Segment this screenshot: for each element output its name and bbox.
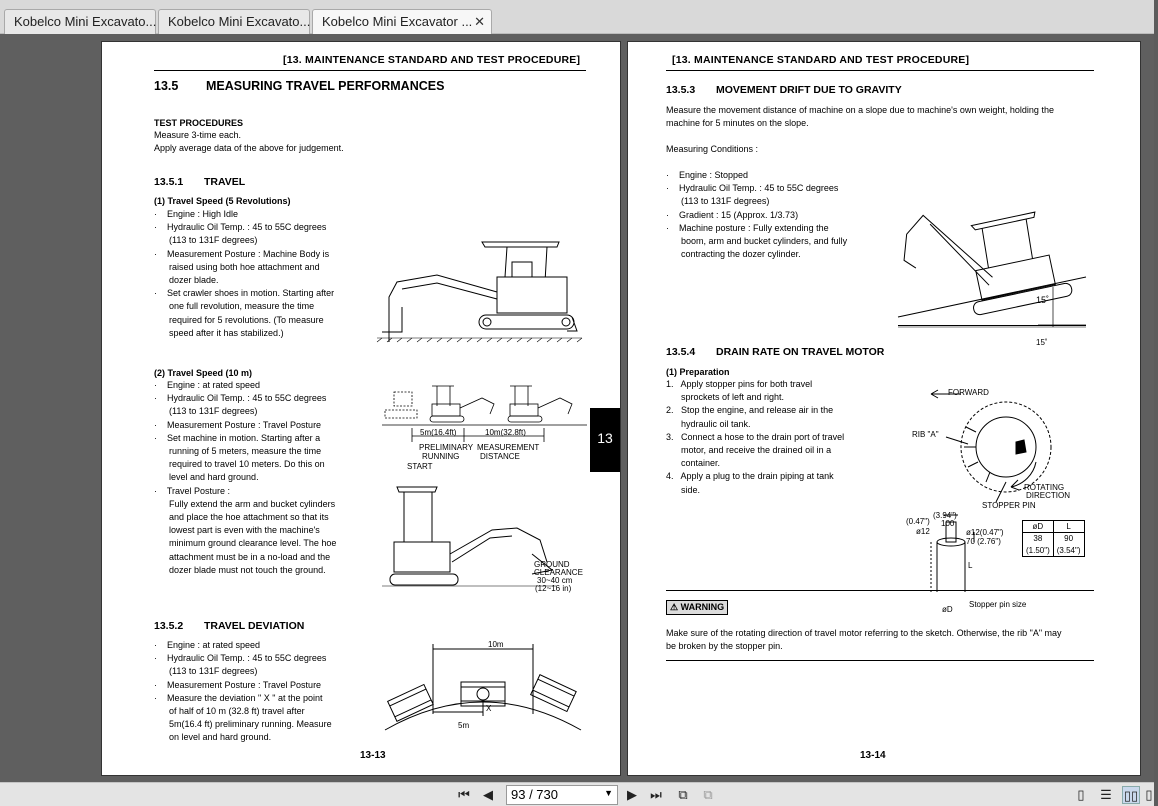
continuous-view-icon[interactable]: ☰ xyxy=(1100,787,1112,802)
subsection-title: MOVEMENT DRIFT DUE TO GRAVITY xyxy=(716,84,902,96)
pin-caption: Stopper pin size xyxy=(969,600,1027,609)
warning-label: WARNING xyxy=(680,602,725,612)
page-number-input[interactable] xyxy=(506,785,618,805)
figure-label: STOPPER PIN xyxy=(982,501,1036,510)
figure-label: ROTATING xyxy=(1024,483,1065,492)
subsection-title: TRAVEL xyxy=(204,176,246,188)
page-indicator: 93 / 730 xyxy=(511,787,558,802)
paragraph-line: Measure the movement distance of machine on a slope due to machine's own weight, holding the xyxy=(666,105,1054,115)
tab-label: Kobelco Mini Excavato... xyxy=(14,14,157,29)
section-rule xyxy=(666,590,1094,591)
next-page-icon[interactable]: ▶ xyxy=(627,787,637,802)
test-procedures-line: Apply average data of the above for judgement. xyxy=(154,143,344,153)
warning-badge: ⚠ WARNING xyxy=(666,600,728,615)
section-number: 13.5 xyxy=(154,79,179,93)
slope-excavator-figure xyxy=(898,167,1088,347)
ground-line xyxy=(898,325,1086,326)
figure-label: 70 (2.76") xyxy=(966,537,1001,546)
chapter-tab: 13 xyxy=(590,408,620,472)
figure-label: øD xyxy=(942,605,953,614)
figure-label: 10m(32.8ft) xyxy=(485,428,526,437)
test-procedures-heading: TEST PROCEDURES xyxy=(154,118,244,128)
figure-label: ø12(0.47") xyxy=(966,528,1004,537)
single-page-view-icon[interactable]: ▯ xyxy=(1077,787,1085,802)
table-header: L xyxy=(1053,521,1084,533)
document-tab-3-active[interactable] xyxy=(312,9,492,35)
section-title: MEASURING TRAVEL PERFORMANCES xyxy=(206,79,445,93)
close-icon[interactable]: ✕ xyxy=(474,14,485,29)
figure-label: PRELIMINARY xyxy=(419,443,474,452)
item-bullets: · Engine : at rated speed · Hydraulic Oil Temp. : 45 to 55C degrees (113 to 131F degrees) · Measurement Posture : Travel Posture · Set machine in motion. Starting after a running of 5 meters, measure the time required to travel 10 meters. Do this on level and hard ground. · Travel Posture : Fully extend the arm and bucket cylinders and place the hoe attachment so that its lowest part is even with the machine's minimum ground clearance level. The hoe attachment must be in a no-load and the dozer blade must not touch the ground. xyxy=(154,380,337,575)
figure-label: RIB "A" xyxy=(912,430,939,439)
table-cell: 38 xyxy=(1023,533,1054,545)
subsection-number: 13.5.3 xyxy=(666,84,696,96)
slope-angle-label: 15˚ xyxy=(1036,295,1050,305)
previous-page-icon[interactable]: ◀ xyxy=(483,787,493,802)
figure-label: CLEARANCE xyxy=(534,568,583,577)
conditions-heading: Measuring Conditions : xyxy=(666,144,759,154)
item-heading: (2) Travel Speed (10 m) xyxy=(154,368,253,378)
conditions-bullets: · Engine : Stopped · Hydraulic Oil Temp. : 45 to 55C degrees (113 to 131F degrees) · Gradient : 15 (Approx. 1/3.73) · Machine posture : Fully extending the boom, arm and bucket cylinders, and fully contracting the dozer cylinder. xyxy=(666,170,848,260)
subsection-number: 13.5.4 xyxy=(666,346,696,358)
figure-label: 5m(16.4ft) xyxy=(420,428,457,437)
figure-label: DISTANCE xyxy=(480,452,520,461)
travel-deviation-figure xyxy=(385,634,585,734)
figure-label: GROUND xyxy=(534,560,570,569)
figure-label: RUNNING xyxy=(422,452,460,461)
test-procedures-line: Measure 3-time each. xyxy=(154,130,242,140)
figure-label: MEASUREMENT xyxy=(477,443,540,452)
preparation-steps: 1. Apply stopper pins for both travel sprockets of left and right. 2. Stop the engine, and release air in the hydraulic oil tank. 3. Connect a hose to the drain port of travel motor, and receive the drained oil in a container. 4. Apply a plug to the drain piping at tank side. xyxy=(666,379,845,495)
item-heading: (1) Preparation xyxy=(666,367,730,377)
bottom-toolbar xyxy=(0,782,1154,806)
warning-text: be broken by the stopper pin. xyxy=(666,641,783,651)
item-bullets: · Engine : High Idle · Hydraulic Oil Temp. : 45 to 55C degrees (113 to 131F degrees) · Measurement Posture : Machine Body is raised using both hoe attachment and dozer blade. · Set crawler shoes in motion. Starting after one full revolution, measure the time required for 5 revolutions. (To measure speed after it has stabilized.) xyxy=(154,209,335,338)
figure-label: FORWARD xyxy=(948,388,989,397)
table-cell: (3.54") xyxy=(1053,545,1084,557)
section-rule xyxy=(666,660,1094,661)
subsection-number: 13.5.2 xyxy=(154,620,184,632)
travel-posture-figure xyxy=(382,482,587,597)
figure-label: DIRECTION xyxy=(1026,491,1070,500)
pin-size-table xyxy=(1022,520,1085,557)
document-tab-1[interactable] xyxy=(4,9,156,34)
right-page xyxy=(627,41,1141,776)
two-page-view-icon[interactable]: ▯▯ xyxy=(1123,788,1139,803)
warning-text: Make sure of the rotating direction of travel motor referring to the sketch. Otherwise, the rib "A" may xyxy=(666,628,1062,638)
document-tab-2[interactable] xyxy=(158,9,310,34)
table-header: øD xyxy=(1023,521,1054,533)
figure-label: (12~16 in) xyxy=(535,584,572,593)
paragraph-line: machine for 5 minutes on the slope. xyxy=(666,118,809,128)
page-number: 13-14 xyxy=(860,750,886,761)
raised-excavator-figure xyxy=(377,207,582,342)
first-page-icon[interactable]: ⏮ xyxy=(458,787,470,802)
chevron-down-icon[interactable]: ▼ xyxy=(604,788,613,798)
slope-angle-label: 15˚ xyxy=(1036,338,1048,347)
subsection-title: DRAIN RATE ON TRAVEL MOTOR xyxy=(716,346,885,358)
page-number: 13-13 xyxy=(360,750,386,761)
item-heading: (1) Travel Speed (5 Revolutions) xyxy=(154,196,291,206)
tab-bar xyxy=(0,0,1154,34)
figure-label: L xyxy=(968,561,973,570)
subsection-title: TRAVEL DEVIATION xyxy=(204,620,305,632)
left-page xyxy=(101,41,621,776)
header-rule xyxy=(666,70,1094,71)
copy-page-icon[interactable]: ⧉ xyxy=(678,787,688,802)
two-page-continuous-icon[interactable]: ▯ xyxy=(1145,787,1153,802)
table-cell: (1.50") xyxy=(1023,545,1054,557)
figure-label: START xyxy=(407,462,433,471)
header-rule xyxy=(154,70,586,71)
figure-label: 5m xyxy=(458,721,470,730)
table-cell: 90 xyxy=(1053,533,1084,545)
last-page-icon[interactable]: ⏭ xyxy=(650,787,662,802)
document-viewer[interactable] xyxy=(0,34,1154,782)
figure-label: ø12 xyxy=(916,527,930,536)
figure-label: 10m xyxy=(488,640,504,649)
page-header: [13. MAINTENANCE STANDARD AND TEST PROCEDURE] xyxy=(283,54,581,66)
tab-label: Kobelco Mini Excavato... xyxy=(168,14,311,29)
figure-label: (3.94") xyxy=(933,511,957,520)
item-bullets: · Engine : at rated speed · Hydraulic Oil Temp. : 45 to 55C degrees (113 to 131F degrees) · Measurement Posture : Travel Posture · Measure the deviation " X " at the point of half of 10 m (32.8 ft) travel after 5m(16.4 ft) preliminary running. Measure on level and hard ground. xyxy=(154,640,332,743)
figure-label: 100 xyxy=(941,519,955,528)
subsection-number: 13.5.1 xyxy=(154,176,184,188)
tab-label: Kobelco Mini Excavator ... xyxy=(322,14,473,29)
figure-label: (0.47") xyxy=(906,517,930,526)
figure-label: X xyxy=(486,704,492,713)
travel-distance-figure xyxy=(382,378,587,470)
figure-label: 30~40 cm xyxy=(537,576,573,585)
page-header: [13. MAINTENANCE STANDARD AND TEST PROCEDURE] xyxy=(672,54,970,66)
paste-page-icon[interactable]: ⧉ xyxy=(703,787,713,802)
